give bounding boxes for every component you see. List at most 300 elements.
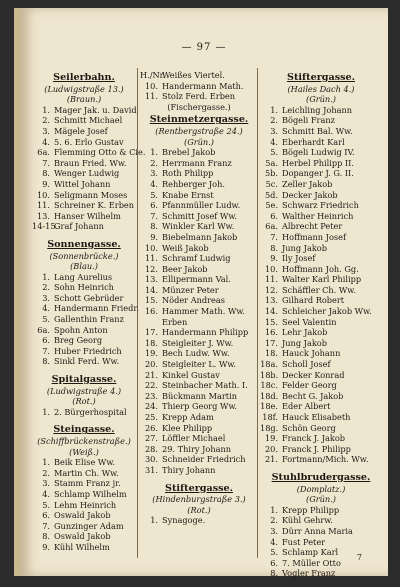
resident-name: Huber Friedrich xyxy=(54,345,122,356)
list-item xyxy=(140,412,258,423)
resident-name: Steigleiter L. Ww. xyxy=(162,359,237,370)
list-item xyxy=(260,370,382,381)
house-number xyxy=(140,317,162,328)
house-number: 8. xyxy=(150,221,158,232)
resident-name: Oswald Jakob xyxy=(54,531,111,542)
resident-name: Wittel Johann xyxy=(54,178,111,189)
resident-name: Walther Heinrich xyxy=(282,210,354,221)
section-gap xyxy=(32,417,136,422)
street-subheading: (Weiß.) xyxy=(69,446,99,457)
resident-name: Hauck Elisabeth xyxy=(282,412,351,422)
resident-name: Sohn Heinrich xyxy=(54,282,114,293)
resident-name: Löffler Michael xyxy=(162,433,226,444)
list-item xyxy=(260,401,382,412)
resident-name: Stolz Ferd. Erben xyxy=(162,91,236,102)
resident-name: Schmitt Josef Ww. xyxy=(162,210,237,221)
house-number: 18b. xyxy=(260,369,279,380)
house-number: 13. xyxy=(144,274,158,285)
list-item xyxy=(32,168,136,179)
resident-name: Bech Ludw. Ww. xyxy=(162,348,230,359)
house-number: 9. xyxy=(42,541,50,552)
list-item xyxy=(32,272,136,283)
list-item xyxy=(260,317,382,328)
house-number: 28. xyxy=(144,443,158,454)
house-number: 8. xyxy=(42,168,50,179)
list-item xyxy=(32,521,136,532)
list-item xyxy=(140,295,258,306)
resident-name: Sinkl Ferd. Ww. xyxy=(54,356,120,367)
column-3 xyxy=(260,70,382,584)
resident-name: Fortmann/Mich. Ww. xyxy=(282,454,369,465)
list-item xyxy=(32,211,136,222)
list-item xyxy=(140,147,258,158)
list-item xyxy=(260,200,382,211)
list-item xyxy=(32,407,136,418)
house-number: 1. xyxy=(42,457,50,468)
house-number: 4. xyxy=(42,136,50,147)
street-heading: Seilerbahn. xyxy=(53,72,115,83)
list-item xyxy=(140,433,258,444)
house-number: 6a. xyxy=(265,221,278,232)
list-item xyxy=(32,478,136,489)
list-item xyxy=(140,465,258,476)
list-item xyxy=(32,542,136,553)
resident-name: Seel Valentin xyxy=(282,316,337,327)
house-number: 16. xyxy=(144,306,158,317)
resident-name: Handermann Philipp xyxy=(162,327,249,338)
house-number: 2. xyxy=(270,515,278,526)
house-number: 18d. xyxy=(260,390,279,401)
list-item xyxy=(260,348,382,359)
list-item xyxy=(140,179,258,190)
list-item xyxy=(140,285,258,296)
resident-name: Handermann Friedr. xyxy=(54,303,140,314)
resident-name: Vogler Franz xyxy=(282,568,336,579)
resident-name: Roth Philipp xyxy=(162,168,214,179)
list-item xyxy=(32,489,136,500)
street-subheading: (Braun.) xyxy=(66,94,102,105)
house-number: 12. xyxy=(264,284,278,295)
house-number: 27. xyxy=(144,433,158,444)
list-item xyxy=(140,444,258,455)
resident-name: Nöder Andreas xyxy=(162,295,225,306)
section-gap xyxy=(260,465,382,470)
list-item xyxy=(260,433,382,444)
resident-name: Schön Georg xyxy=(282,422,336,433)
list-item xyxy=(32,346,136,357)
house-number: 4. xyxy=(42,488,50,499)
resident-name: Steigleiter J. Ww. xyxy=(162,337,234,348)
list-item xyxy=(32,325,136,336)
house-number: 1. xyxy=(270,504,278,515)
list-item xyxy=(32,126,136,137)
house-number: 31. xyxy=(144,464,158,475)
list-item xyxy=(260,505,382,516)
house-number: 5. xyxy=(42,314,50,325)
resident-name: Spohn Anton xyxy=(54,324,108,335)
resident-name: Kühl Wilhelm xyxy=(54,541,110,552)
house-number: 7. xyxy=(42,157,50,168)
house-number: 9. xyxy=(42,178,50,189)
resident-name: Eder Albert xyxy=(282,401,331,412)
house-number: 11. xyxy=(144,91,158,102)
house-number: 18c. xyxy=(260,380,278,391)
house-number: 1. xyxy=(42,104,50,115)
house-number: 14. xyxy=(144,284,158,295)
resident-name: Kühl Gehrw. xyxy=(282,515,333,526)
resident-name: Hanser Wilhelm xyxy=(54,210,121,221)
resident-name: Ily Josef xyxy=(282,253,316,264)
street-subheading: (Domplatz.) xyxy=(296,483,346,494)
street-subheading: (Rentbergstraße 24.) xyxy=(155,125,243,136)
list-item xyxy=(140,253,258,264)
resident-name: Franck J. Philipp xyxy=(282,443,351,454)
house-number: 6. xyxy=(150,200,158,211)
house-number: 17. xyxy=(144,327,158,338)
resident-name: Walter Karl Philipp xyxy=(282,274,362,285)
resident-name: Lehm Heinrich xyxy=(54,499,117,510)
resident-name: Lang Aurelius xyxy=(54,271,113,282)
column-1 xyxy=(32,70,146,558)
resident-name: Gallenthin Franz xyxy=(54,314,124,325)
house-number: 21. xyxy=(264,454,278,465)
resident-name: Hammer Math. Ww. xyxy=(162,306,245,317)
house-number: 8. xyxy=(270,242,278,253)
house-number: 4. xyxy=(270,136,278,147)
list-item xyxy=(140,221,258,232)
list-item xyxy=(260,526,382,537)
resident-name: Schleicher Jakob Ww. xyxy=(282,306,372,317)
house-number: 1. xyxy=(42,271,50,282)
list-item xyxy=(260,274,382,285)
house-number: 7. xyxy=(150,210,158,221)
list-item xyxy=(140,317,258,328)
resident-name: Wenger Ludwig xyxy=(54,168,120,179)
resident-name: Schlamp Wilhelm xyxy=(54,488,127,499)
resident-name: Fust Peter xyxy=(282,536,326,547)
street-subheading: (Ludwigstraße 13.) xyxy=(44,83,124,94)
resident-name: Schlamp Karl xyxy=(282,547,339,558)
house-number: 8. xyxy=(42,356,50,367)
resident-name: Schmitt Bal. Ww. xyxy=(282,125,353,136)
resident-name: Krepp Adam xyxy=(162,412,214,422)
resident-name: Leichling Johann xyxy=(282,104,353,115)
street-heading: Stuhlbrudergasse. xyxy=(271,471,371,483)
street-subheading: (Schiffbrückenstraße.) xyxy=(37,436,131,446)
house-number: 1. xyxy=(42,406,50,417)
list-item xyxy=(140,158,258,169)
resident-name: Albrecht Peter xyxy=(282,221,343,232)
house-number: 7. xyxy=(270,231,278,242)
resident-name: Graf Johann xyxy=(54,221,104,232)
list-item xyxy=(140,190,258,201)
house-number: 5e. xyxy=(265,200,278,211)
house-number: 10. xyxy=(264,263,278,274)
list-item xyxy=(260,391,382,402)
house-number: 6. xyxy=(42,335,50,346)
resident-name: 5. 6. Erlo Gustav xyxy=(54,136,124,147)
resident-name: Kinkel Gustav xyxy=(162,369,220,380)
resident-name: Biebelmann Jakob xyxy=(162,231,238,242)
house-number: 2. xyxy=(42,282,50,293)
signature-mark: 7 xyxy=(356,553,362,562)
street-heading: Steinmetzergasse. xyxy=(149,114,249,126)
resident-name: Thiry Johann xyxy=(162,464,216,475)
list-item xyxy=(32,147,146,158)
resident-name: Handermann Math. xyxy=(162,80,244,91)
house-number: 3. xyxy=(42,125,50,136)
list-item xyxy=(260,147,382,158)
list-item xyxy=(140,327,258,338)
resident-name: Synagoge. xyxy=(162,515,206,526)
resident-name: Beik Elise Ww. xyxy=(54,457,115,468)
resident-name: Pfannmüller Ludw. xyxy=(162,200,241,211)
list-item xyxy=(260,105,382,116)
street-subheading: (Grün.) xyxy=(184,136,214,147)
list-item xyxy=(260,253,382,264)
list-item xyxy=(32,221,136,232)
resident-name: Decker Konrad xyxy=(282,369,345,380)
list-item xyxy=(140,348,258,359)
list-item xyxy=(140,168,258,179)
house-number: 4. xyxy=(270,536,278,547)
resident-name: Mager Jak. u. David xyxy=(54,104,137,115)
house-number: 20. xyxy=(144,359,158,370)
street-subheading: (Grün.) xyxy=(306,494,336,505)
book-page xyxy=(14,8,388,579)
house-number: 3. xyxy=(150,168,158,179)
section-gap xyxy=(32,553,136,558)
resident-name: Schwarz Friedrich xyxy=(282,200,359,211)
list-item xyxy=(140,401,258,412)
house-number: 23. xyxy=(144,390,158,401)
list-item xyxy=(32,293,136,304)
house-number: 19. xyxy=(264,433,278,444)
resident-name: 29. Thiry Johann xyxy=(162,443,232,454)
resident-name: Herrmann Franz xyxy=(162,157,232,168)
list-item xyxy=(32,282,136,293)
list-item xyxy=(32,137,136,148)
house-number: 16. xyxy=(264,327,278,338)
street-subheading: (Hindenburgstraße 3.) xyxy=(152,494,246,505)
house-number: 12. xyxy=(144,263,158,274)
list-item xyxy=(260,537,382,548)
house-number: 20. xyxy=(264,443,278,454)
section-gap xyxy=(140,476,258,481)
house-number: 5. xyxy=(270,547,278,558)
house-number: 3. xyxy=(270,125,278,136)
house-number: 8. xyxy=(270,568,278,579)
list-item xyxy=(260,454,382,465)
house-number: 2. xyxy=(42,467,50,478)
list-item xyxy=(32,356,136,367)
house-number: 24. xyxy=(144,401,158,412)
list-item xyxy=(260,338,382,349)
house-number: 18e. xyxy=(260,401,278,412)
list-item xyxy=(260,285,382,296)
list-item xyxy=(140,380,258,391)
resident-name: Becht G. Jakob xyxy=(282,390,344,401)
house-number: 7. xyxy=(42,520,50,531)
list-item xyxy=(140,370,258,381)
resident-name: Lehr Jakob xyxy=(282,327,328,338)
list-item xyxy=(260,243,382,254)
street-subheading: (Rot.) xyxy=(72,396,96,407)
house-number: 30. xyxy=(144,454,158,465)
house-number: 5c. xyxy=(265,178,278,189)
list-item xyxy=(140,274,258,285)
resident-name: Bögeli Franz xyxy=(282,115,335,126)
list-item xyxy=(140,70,258,81)
house-number: 6. xyxy=(42,510,50,521)
street-subheading: (Grün.) xyxy=(306,94,336,105)
resident-name: Seligmann Moses xyxy=(54,189,128,200)
street-subheading: (Sonnenbrücke.) xyxy=(49,250,119,261)
resident-name: Gilhard Robert xyxy=(282,295,345,306)
house-number: 5. xyxy=(270,147,278,158)
house-number: 13. xyxy=(36,210,50,221)
list-item xyxy=(260,295,382,306)
list-item xyxy=(140,200,258,211)
house-number: 2. xyxy=(150,157,158,168)
house-number: 26. xyxy=(144,422,158,433)
house-number: 6. xyxy=(270,557,278,568)
house-number: 22. xyxy=(144,380,158,391)
resident-name: Felder Georg xyxy=(282,380,337,391)
house-number: 1. xyxy=(270,104,278,115)
house-number: 1. xyxy=(150,515,158,526)
list-item xyxy=(260,168,382,179)
house-number: 11. xyxy=(144,253,158,264)
resident-name: 7. Müller Otto xyxy=(282,557,341,568)
resident-name: Bögeli Ludwig IV. xyxy=(282,147,355,158)
resident-name: Gunzinger Adam xyxy=(54,520,124,531)
resident-name: Schramf Ludwig xyxy=(162,253,231,264)
list-item xyxy=(260,190,382,201)
list-item xyxy=(260,380,382,391)
resident-name: Beer Jakob xyxy=(162,263,208,274)
list-item xyxy=(260,179,382,190)
resident-name: Stamm Franz jr. xyxy=(54,478,121,489)
house-number: 18. xyxy=(144,337,158,348)
house-number: 11. xyxy=(36,200,50,211)
resident-name: Ellipermann Val. xyxy=(162,274,231,285)
resident-name: Braun Fried. Ww. xyxy=(54,157,127,168)
street-subheading: (Blau.) xyxy=(70,261,98,272)
street-heading: Stiftergasse. xyxy=(287,72,355,83)
house-number: 14. xyxy=(264,306,278,317)
list-item xyxy=(140,211,258,222)
resident-name: Weißes Viertel. xyxy=(162,70,225,80)
page-number: — 97 — xyxy=(181,42,227,53)
list-item xyxy=(32,105,136,116)
resident-name: Mägele Josef xyxy=(54,125,108,136)
list-item xyxy=(32,179,136,190)
resident-name: Schäffler Ch. Ww. xyxy=(282,284,356,295)
house-number: 10. xyxy=(144,80,158,91)
list-item xyxy=(140,306,258,317)
list-item xyxy=(260,137,382,148)
list-item xyxy=(32,190,136,201)
resident-name: Schneider Friedrich xyxy=(162,454,246,465)
resident-name: Zeller Jakob xyxy=(282,178,333,189)
resident-name: Eberhardt Karl xyxy=(282,136,345,147)
resident-name: Hauck Johann xyxy=(282,348,341,359)
street-heading: Stiftergasse. xyxy=(165,482,233,494)
house-number: 5. xyxy=(150,189,158,200)
list-item xyxy=(140,81,258,92)
house-number: 10. xyxy=(36,189,50,200)
list-item xyxy=(140,264,258,275)
house-number: 18. xyxy=(264,348,278,359)
house-number: 17. xyxy=(264,337,278,348)
list-item xyxy=(32,510,136,521)
street-heading: Spitalgasse. xyxy=(51,374,117,386)
house-number: 21. xyxy=(144,369,158,380)
house-number: 15. xyxy=(264,316,278,327)
list-item xyxy=(32,500,136,511)
house-number: 3. xyxy=(42,292,50,303)
list-item xyxy=(140,359,258,370)
house-number: 5a. xyxy=(265,157,278,168)
list-item xyxy=(140,454,258,465)
resident-name: Hoffmann Josef xyxy=(282,231,346,242)
street-subheading: (Ludwigstraße 4.) xyxy=(46,385,122,396)
resident-name: Dürr Anna Maria xyxy=(282,525,353,536)
resident-name: Bückmann Martin xyxy=(162,390,237,401)
street-subheading: (Hailes Dach 4.) xyxy=(287,83,355,94)
resident-name: Jung Jakob xyxy=(282,337,327,348)
house-number: 5. xyxy=(42,499,50,510)
house-number: 11. xyxy=(264,274,278,285)
list-item xyxy=(32,200,136,211)
list-item xyxy=(260,327,382,338)
list-item xyxy=(32,158,136,169)
section-gap xyxy=(32,232,136,237)
house-number: 4. xyxy=(42,303,50,314)
resident-name: Winkler Karl Ww. xyxy=(162,221,235,232)
resident-name: Knabe Ernst xyxy=(162,189,214,200)
list-item xyxy=(140,423,258,434)
resident-name: Weiß Jakob xyxy=(162,242,209,253)
resident-name: Münzer Peter xyxy=(162,284,219,295)
resident-name: 2. Bürgerhospital xyxy=(54,406,127,417)
resident-name: Franck J. Jakob xyxy=(282,433,346,444)
resident-name: Thierp Georg Ww. xyxy=(162,401,238,412)
list-item xyxy=(32,468,136,479)
resident-name: Jung Jakob xyxy=(282,242,327,253)
list-item xyxy=(260,412,382,423)
resident-name: Klee Philipp xyxy=(162,422,213,433)
resident-name: Herbel Philipp II. xyxy=(282,157,355,168)
list-item xyxy=(32,457,136,468)
resident-name: Martin Ch. Ww. xyxy=(54,467,119,478)
list-item xyxy=(140,232,258,243)
list-item xyxy=(260,423,382,434)
list-item xyxy=(260,115,382,126)
list-item xyxy=(260,547,382,558)
house-number: 14-15. xyxy=(32,221,59,232)
resident-name: Decker Jakob xyxy=(282,189,338,200)
list-item xyxy=(260,221,382,232)
house-number: 18a. xyxy=(260,359,278,370)
house-number: 25. xyxy=(144,412,158,422)
house-number: 9. xyxy=(270,253,278,264)
section-gap xyxy=(140,526,258,531)
resident-name: Brebel Jakob xyxy=(162,147,216,158)
list-item xyxy=(32,335,136,346)
house-number: 6a. xyxy=(37,324,50,335)
